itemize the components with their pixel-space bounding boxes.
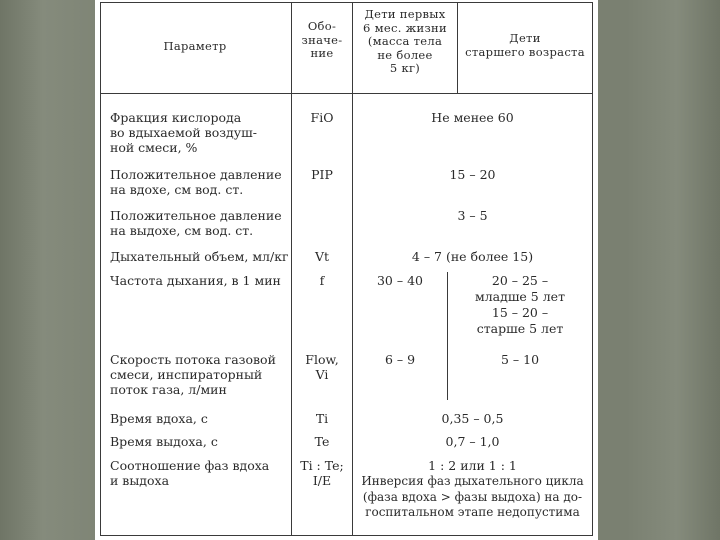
- table-border-bottom: [100, 535, 593, 536]
- row-te-value: 0,7 – 1,0: [445, 434, 500, 449]
- table-border-left: [100, 2, 101, 536]
- column-divider-2: [352, 2, 353, 536]
- row-pip-value: 15 – 20: [449, 167, 496, 182]
- row-f-infants-value: 30 – 40: [376, 273, 423, 288]
- row-flow-symbol: Flow, Vi: [305, 352, 339, 382]
- row-f-param: Частота дыхания, в 1 мин: [110, 273, 281, 288]
- row-ie-symbol: Ti : Te; I/E: [300, 458, 344, 488]
- row-peep-value: 3 – 5: [457, 208, 488, 223]
- row-ti-param: Время вдоха, с: [110, 411, 208, 426]
- row-ie-note: Инверсия фаз дыхательного цикла (фаза вдоха > фазы выдоха) на до- госпитальном этапе недопустима: [361, 474, 584, 519]
- row-vt-param: Дыхательный объем, мл/кг: [110, 249, 289, 264]
- table-border-right: [592, 2, 593, 536]
- row-flow-older-value: 5 – 10: [500, 352, 540, 367]
- header-infants: Дети первых 6 мес. жизни (масса тела не более 5 кг): [363, 7, 447, 75]
- row-ie-param: Соотношение фаз вдоха и выдоха: [110, 458, 270, 488]
- header-divider: [100, 93, 593, 94]
- row-f-symbol: f: [319, 273, 325, 288]
- row-fio-param: Фракция кислорода во вдыхаемой воздуш- ной смеси, %: [110, 110, 257, 155]
- header-symbol: Обо- значе- ние: [301, 19, 343, 60]
- column-divider-1: [291, 2, 292, 536]
- row-pip-symbol: PIP: [311, 167, 333, 182]
- row-f-older-value: 20 – 25 – младше 5 лет 15 – 20 – старше 5 лет: [475, 273, 565, 336]
- header-parameter: Параметр: [163, 39, 227, 53]
- row-vt-symbol: Vt: [314, 249, 330, 264]
- row-vt-value: 4 – 7 (не более 15): [411, 249, 534, 264]
- row-te-param: Время выдоха, с: [110, 434, 218, 449]
- row-peep-param: Положительное давление на выдохе, см вод. ст.: [110, 208, 282, 238]
- row-ie-value: 1 : 2 или 1 : 1: [428, 458, 517, 473]
- table-border-top: [100, 2, 593, 3]
- row-fio-symbol: FiO: [310, 110, 334, 125]
- row-te-symbol: Te: [314, 434, 330, 449]
- row-ti-value: 0,35 – 0,5: [441, 411, 504, 426]
- row-fio-value: Не менее 60: [431, 110, 514, 125]
- row-flow-infants-value: 6 – 9: [384, 352, 416, 367]
- document-page: [95, 0, 598, 540]
- header-older: Дети старшего возраста: [465, 31, 585, 59]
- row-ti-symbol: Ti: [315, 411, 329, 426]
- row-flow-param: Скорость потока газовой смеси, инспираторный поток газа, л/мин: [110, 352, 276, 397]
- row-pip-param: Положительное давление на вдохе, см вод. ст.: [110, 167, 282, 197]
